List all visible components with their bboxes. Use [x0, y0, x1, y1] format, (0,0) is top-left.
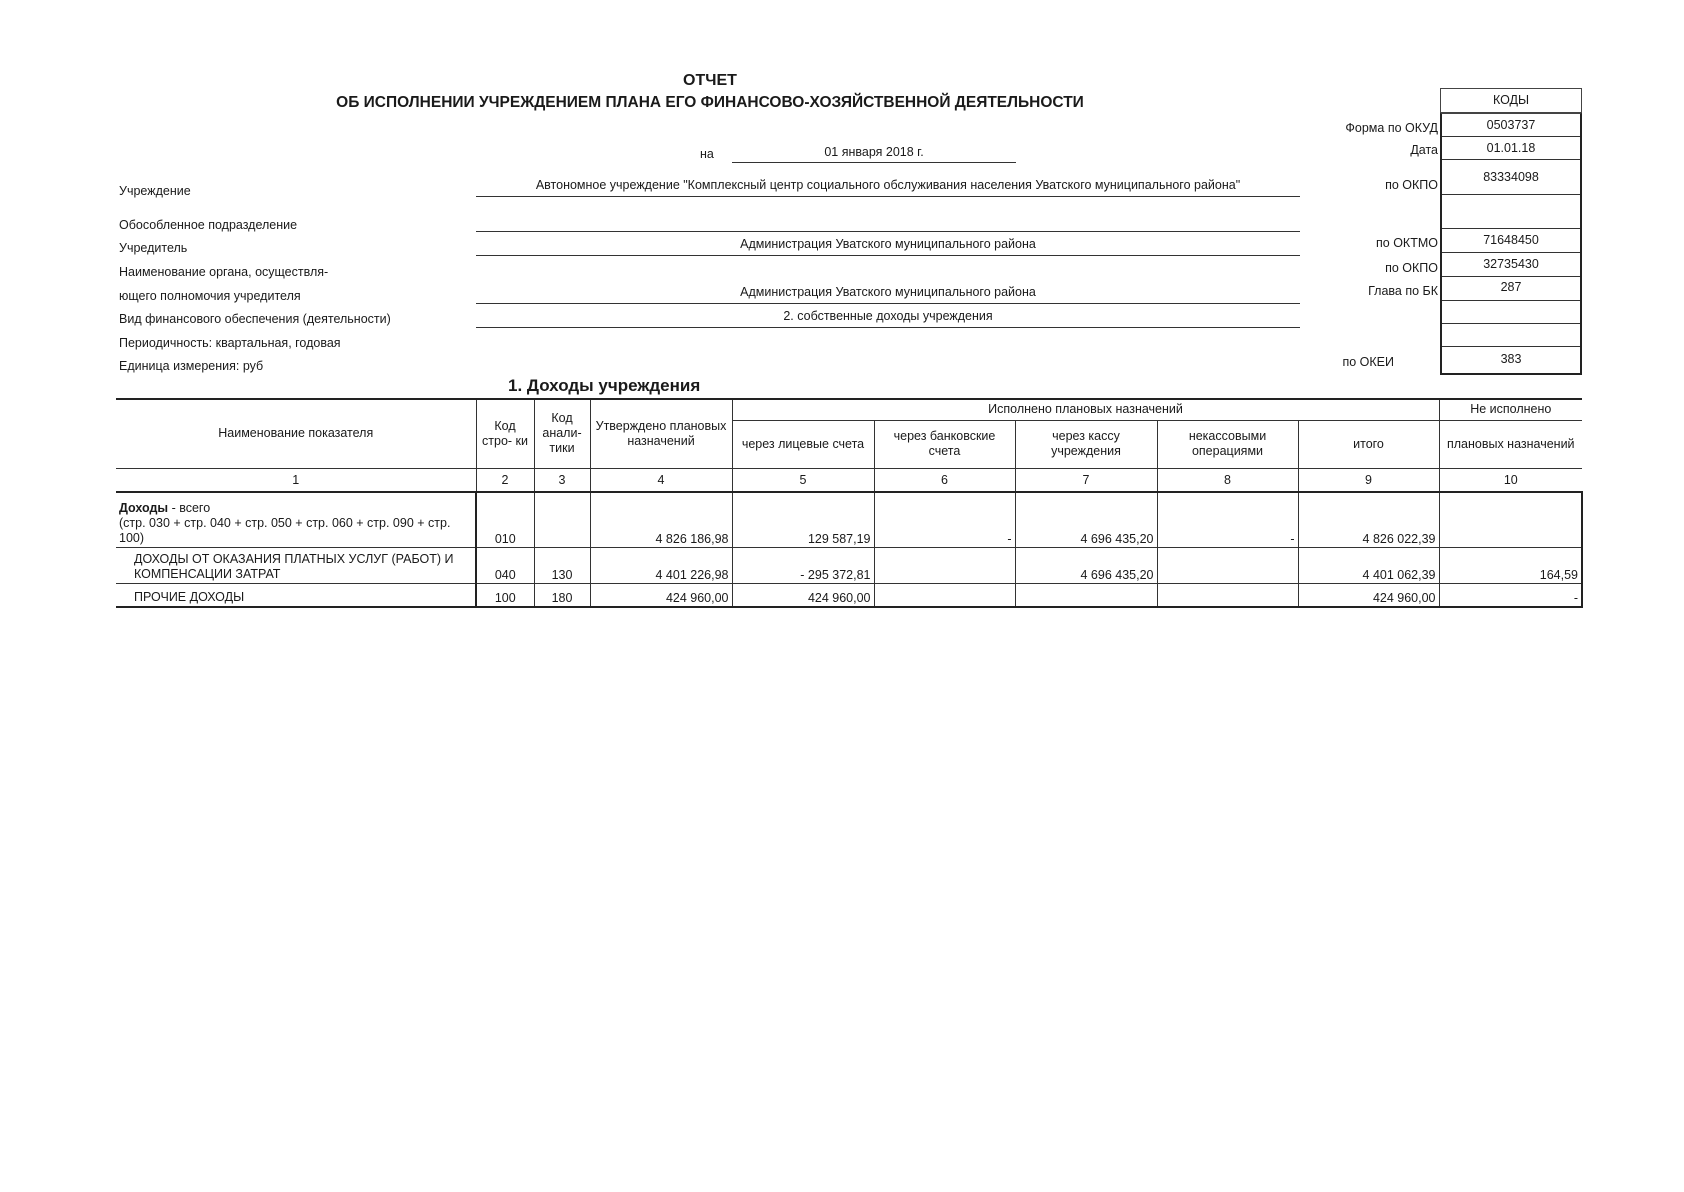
code-label-okpo: по ОКПО: [1385, 178, 1438, 192]
row-total: 4 401 062,39: [1298, 548, 1439, 584]
row-bank: [874, 584, 1015, 607]
row-name: [116, 492, 476, 548]
code-label-okpo-founder: по ОКПО: [1385, 261, 1438, 275]
header-approved: Утверждено плановых назначений: [590, 399, 732, 468]
row-noncash: [1157, 548, 1298, 584]
col-num: 2: [476, 468, 534, 492]
periodicity-text: Периодичность: квартальная, годовая: [119, 336, 341, 350]
row-not-executed: -: [1439, 584, 1582, 607]
col-num: 10: [1439, 468, 1582, 492]
code-empty-2: [1442, 301, 1580, 324]
report-date: 01 января 2018 г.: [732, 145, 1016, 163]
col-num: 6: [874, 468, 1015, 492]
codes-values: [1440, 113, 1582, 375]
finance-value: 2. собственные доходы учреждения: [476, 309, 1300, 328]
code-oktmo: 71648450: [1442, 229, 1580, 253]
row-line-code: 100: [476, 584, 534, 607]
table-row: [116, 584, 1582, 607]
code-label-okei: по ОКЕИ: [1342, 355, 1394, 369]
code-label-bk: Глава по БК: [1368, 284, 1438, 298]
code-okud: 0503737: [1442, 114, 1580, 137]
row-not-executed: 164,59: [1439, 548, 1582, 584]
row-bank: [874, 548, 1015, 584]
division-value: [476, 213, 1300, 232]
row-analytics-code: 130: [534, 548, 590, 584]
code-empty-1: [1442, 195, 1580, 229]
column-numbers-row: [116, 468, 1582, 492]
report-title: ОТЧЕТ: [683, 72, 737, 89]
code-bk: 287: [1442, 277, 1580, 301]
row-bank: -: [874, 492, 1015, 548]
header-line-code: Код стро- ки: [476, 399, 534, 468]
header-analytics-code: Код анали- тики: [534, 399, 590, 468]
authority-label-line1: Наименование органа, осуществля-: [119, 265, 329, 279]
header-personal-accounts: через лицевые счета: [732, 420, 874, 468]
col-num: 3: [534, 468, 590, 492]
row-noncash: -: [1157, 492, 1298, 548]
institution-value: Автономное учреждение "Комплексный центр социального обслуживания населения Уватского муниципального района": [476, 178, 1300, 197]
row-personal: 424 960,00: [732, 584, 874, 607]
table-row: [116, 492, 1582, 548]
row-approved: 4 401 226,98: [590, 548, 732, 584]
founder-label: Учредитель: [119, 241, 188, 255]
row-analytics-code: 180: [534, 584, 590, 607]
division-label: Обособленное подразделение: [119, 218, 298, 232]
row-total: 4 826 022,39: [1298, 492, 1439, 548]
row-not-executed: [1439, 492, 1582, 548]
row-cash: 4 696 435,20: [1015, 548, 1157, 584]
header-noncash: некассовыми операциями: [1157, 420, 1298, 468]
row-noncash: [1157, 584, 1298, 607]
header-planned: плановых назначений: [1439, 420, 1582, 468]
report-subtitle: ОБ ИСПОЛНЕНИИ УЧРЕЖДЕНИЕМ ПЛАНА ЕГО ФИНАНСОВО-ХОЗЯЙСТВЕННОЙ ДЕЯТЕЛЬНОСТИ: [336, 94, 1084, 111]
header-not-executed: Не исполнено: [1439, 399, 1582, 420]
code-date: 01.01.18: [1442, 137, 1580, 160]
col-num: 9: [1298, 468, 1439, 492]
codes-box: [1440, 88, 1582, 375]
row-line-code: 040: [476, 548, 534, 584]
authority-value: Администрация Уватского муниципального района: [476, 285, 1300, 304]
code-okpo: 83334098: [1442, 160, 1580, 195]
col-num: 8: [1157, 468, 1298, 492]
income-table: [116, 398, 1583, 608]
header-cash: через кассу учреждения: [1015, 420, 1157, 468]
code-label-okud: Форма по ОКУД: [1345, 121, 1438, 135]
date-prefix: на: [700, 147, 714, 161]
col-num: 4: [590, 468, 732, 492]
row-name: ДОХОДЫ ОТ ОКАЗАНИЯ ПЛАТНЫХ УСЛУГ (РАБОТ) И КОМПЕНСАЦИИ ЗАТРАТ: [116, 548, 476, 584]
col-num: 1: [116, 468, 476, 492]
code-label-oktmo: по ОКТМО: [1376, 236, 1438, 250]
row-personal: - 295 372,81: [732, 548, 874, 584]
header-name: Наименование показателя: [116, 399, 476, 468]
code-label-date: Дата: [1410, 143, 1438, 157]
row-name-formula: (стр. 030 + стр. 040 + стр. 050 + стр. 060 + стр. 090 + стр. 100): [119, 516, 451, 545]
row-line-code: 010: [476, 492, 534, 548]
code-empty-3: [1442, 324, 1580, 347]
code-okpo-founder: 32735430: [1442, 253, 1580, 277]
header-executed: Исполнено плановых назначений: [732, 399, 1439, 420]
authority-label-line2: ющего полномочия учредителя: [119, 289, 301, 303]
row-name-rest: - всего: [168, 501, 211, 515]
row-name-bold: Доходы: [119, 501, 169, 515]
institution-label: Учреждение: [119, 184, 191, 198]
codes-header: КОДЫ: [1440, 88, 1582, 113]
row-total: 424 960,00: [1298, 584, 1439, 607]
col-num: 7: [1015, 468, 1157, 492]
row-cash: 4 696 435,20: [1015, 492, 1157, 548]
code-okei: 383: [1500, 352, 1522, 366]
founder-value: Администрация Уватского муниципального района: [476, 237, 1300, 256]
row-personal: 129 587,19: [732, 492, 874, 548]
header-bank-accounts: через банковские счета: [874, 420, 1015, 468]
row-name: ПРОЧИЕ ДОХОДЫ: [116, 584, 476, 607]
col-num: 5: [732, 468, 874, 492]
row-approved: 424 960,00: [590, 584, 732, 607]
header-total: итого: [1298, 420, 1439, 468]
unit-text: Единица измерения: руб: [119, 359, 264, 373]
row-analytics-code: [534, 492, 590, 548]
finance-label: Вид финансового обеспечения (деятельности): [119, 312, 391, 326]
section-title: 1. Доходы учреждения: [508, 376, 701, 395]
table-header-row-1: [116, 399, 1582, 420]
table-row: [116, 548, 1582, 584]
row-cash: [1015, 584, 1157, 607]
row-approved: 4 826 186,98: [590, 492, 732, 548]
